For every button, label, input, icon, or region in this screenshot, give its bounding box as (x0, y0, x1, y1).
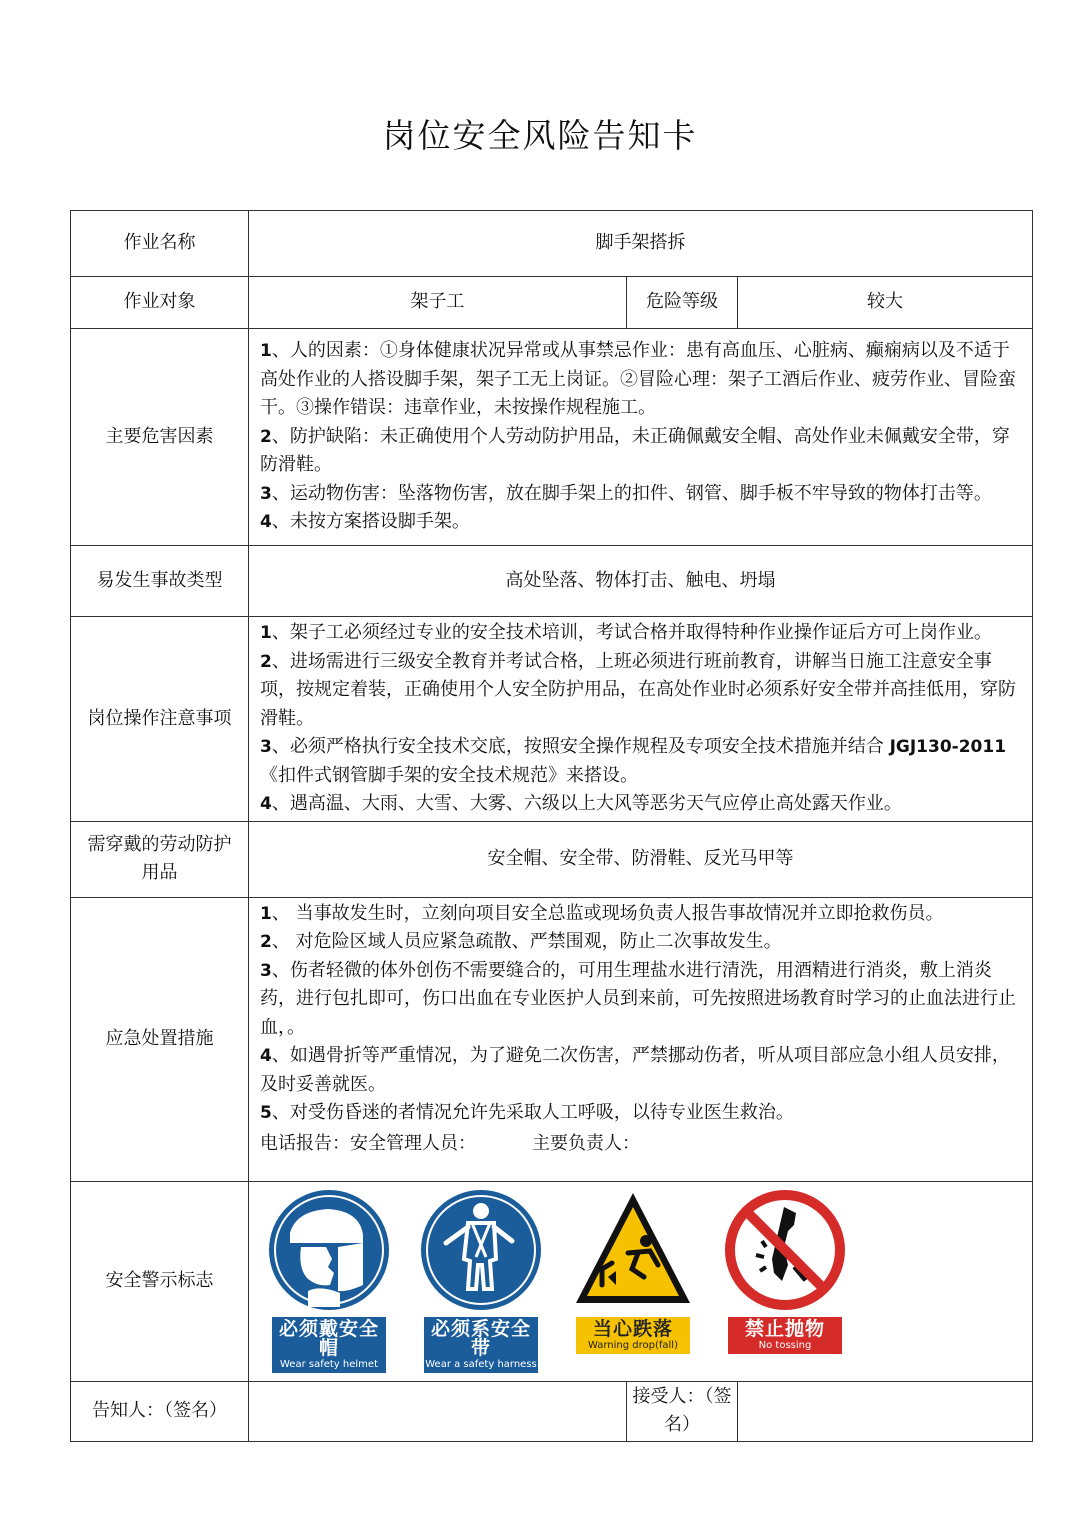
precaution-item: 1、架子工必须经过专业的安全技术培训，考试合格并取得特种作业操作证后方可上岗作业。 (260, 622, 992, 643)
ppe-value: 安全帽、安全带、防滑鞋、反光马甲等 (249, 821, 1033, 897)
row-hazards (71, 329, 1033, 546)
hazards-label: 主要危害因素 (71, 329, 249, 546)
risk-card-table (70, 210, 1033, 1442)
job-object-label: 作业对象 (71, 277, 249, 329)
sign-harness-caption: 必须系安全带 Wear a safety harness (424, 1317, 538, 1373)
precautions-label: 岗位操作注意事项 (71, 617, 249, 822)
row-job-name (71, 211, 1033, 277)
no-tossing-icon (724, 1189, 846, 1311)
emergency-item: 4、如遇骨折等严重情况，为了避免二次伤害，严禁挪动伤者，听从项目部应急小组人员安排，及时妥善就医。 (260, 1045, 1010, 1095)
emergency-item: 3、伤者轻微的体外创伤不需要缝合的，可用生理盐水进行清洗，用酒精进行消炎，敷上消炎药，进行包扎即可，伤口出血在专业医护人员到来前，可先按照进场教育时学习的止血法进行止血，。 (260, 959, 1016, 1038)
emergency-item: 1、 当事故发生时，立刻向项目安全总监或现场负责人报告事故情况并立即抢救伤员。 (260, 902, 944, 924)
row-signs (71, 1181, 1033, 1381)
accident-types-value: 高处坠落、物体打击、触电、坍塌 (249, 546, 1033, 617)
row-accident-types (71, 546, 1033, 617)
page-title: 岗位安全风险告知卡 (382, 116, 698, 155)
sign-no-tossing-caption: 禁止抛物 No tossing (728, 1317, 842, 1354)
hazards-content (249, 329, 1033, 546)
sign-fall (572, 1189, 694, 1354)
emergency-content (249, 897, 1033, 1181)
receiver-label: 接受人：（签名） (627, 1381, 738, 1441)
hazard-item: 4、未按方案搭设脚手架。 (260, 511, 470, 533)
emergency-item: 2、 对危险区域人员应紧急疏散、严禁围观，防止二次事故发生。 (260, 931, 782, 953)
row-precautions (71, 617, 1033, 822)
hazard-item: 2、防护缺陷：未正确使用个人劳动防护用品，未正确佩戴安全帽、高处作业未佩戴安全带，穿防滑鞋。 (260, 425, 1010, 476)
precautions-content (249, 617, 1033, 822)
row-emergency (71, 897, 1033, 1181)
informer-signature-field[interactable] (249, 1381, 627, 1441)
precaution-item: 3、必须严格执行安全技术交底，按照安全操作规程及专项安全技术措施并结合 JGJ130-2011《扣件式钢管脚手架的安全技术规范》来搭设。 (260, 736, 1007, 786)
phone-label: 电话报告：安全管理人员： (260, 1132, 476, 1154)
emergency-item: 5、对受伤昏迷的者情况允许先采取人工呼吸，以待专业医生救治。 (260, 1102, 794, 1124)
emergency-label: 应急处置措施 (71, 897, 249, 1181)
precaution-item: 2、进场需进行三级安全教育并考试合格，上班必须进行班前教育，讲解当日施工注意安全事项，按规定着装，正确使用个人安全防护用品，在高处作业时必须系好安全带并高挂低用，穿防滑鞋。 (260, 650, 1016, 729)
row-job-object (71, 277, 1033, 329)
sign-helmet (268, 1189, 390, 1373)
risk-level-label: 危险等级 (627, 277, 738, 329)
harness-icon (420, 1189, 542, 1311)
sign-no-tossing (724, 1189, 846, 1354)
ppe-label: 需穿戴的劳动防护 用品 (71, 821, 249, 897)
signs-label: 安全警示标志 (71, 1181, 249, 1381)
phone-report (260, 1130, 1024, 1159)
leader-label: 主要负责人： (532, 1132, 640, 1154)
accident-types-label: 易发生事故类型 (71, 546, 249, 617)
precaution-item: 4、遇高温、大雨、大雪、大雾、六级以上大风等恶劣天气应停止高处露天作业。 (260, 793, 902, 814)
sign-helmet-caption: 必须戴安全帽 Wear safety helmet (272, 1317, 386, 1373)
hazard-item: 1、人的因素：①身体健康状况异常或从事禁忌作业：患有高血压、心脏病、癫痫病以及不适于高处作业的人搭设脚手架，架子工无上岗证。②冒险心理：架子工酒后作业、疲劳作业、冒险蛮干。③操作错误：违章作业，未按操作规程施工。 (260, 340, 1016, 419)
row-signature (71, 1381, 1033, 1441)
informer-label: 告知人：（签名） (71, 1381, 249, 1441)
receiver-signature-field[interactable] (738, 1381, 1033, 1441)
row-ppe (71, 821, 1033, 897)
job-name-value: 脚手架搭拆 (249, 211, 1033, 277)
job-name-label: 作业名称 (71, 211, 249, 277)
hazard-item: 3、运动物伤害：坠落物伤害，放在脚手架上的扣件、钢管、脚手板不牢导致的物体打击等。 (260, 482, 992, 504)
sign-fall-caption: 当心跌落 Warning drop(fall) (576, 1317, 690, 1354)
fall-warning-icon (572, 1189, 694, 1311)
job-object-value: 架子工 (249, 277, 627, 329)
standard-code: JGJ130-2011 (889, 737, 1007, 757)
risk-level-value: 较大 (738, 277, 1033, 329)
helmet-icon (268, 1189, 390, 1311)
sign-harness (420, 1189, 542, 1373)
signs-content (249, 1181, 1033, 1381)
